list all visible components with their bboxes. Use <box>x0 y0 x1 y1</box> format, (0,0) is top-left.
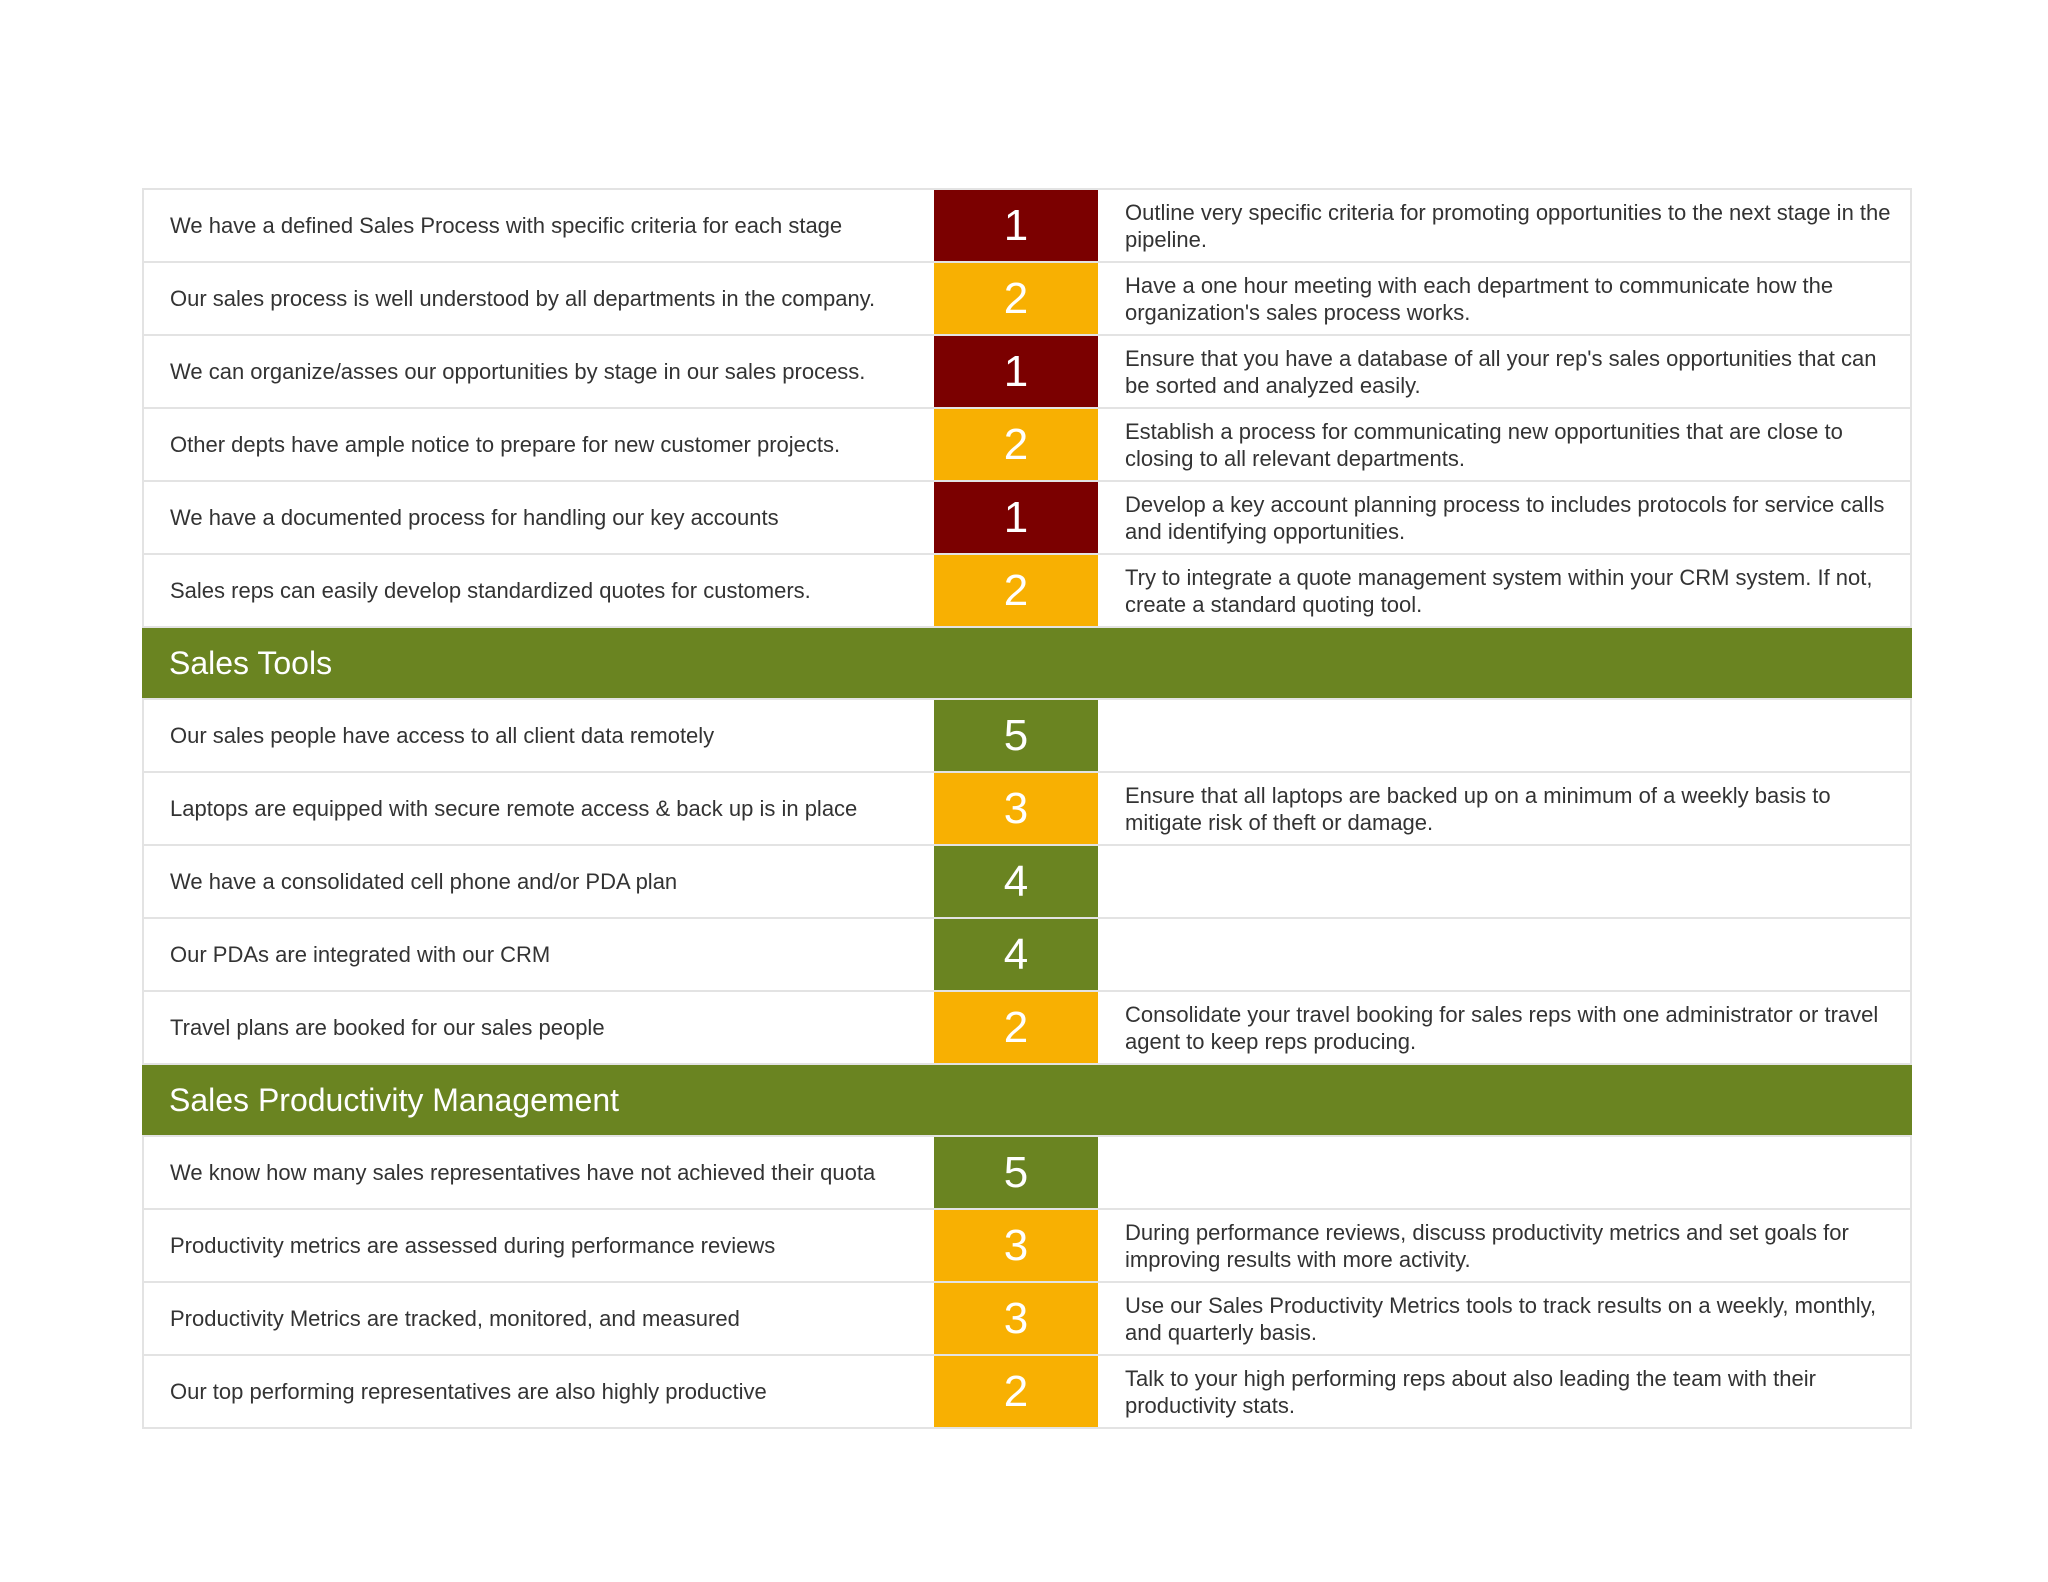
recommendation-cell: Develop a key account planning process to includes protocols for service calls and identifying opportunities. <box>1098 482 1912 553</box>
recommendation-cell <box>1098 1137 1912 1208</box>
assessment-row <box>142 919 1912 992</box>
recommendation-cell <box>1098 700 1912 771</box>
question-cell: Sales reps can easily develop standardized quotes for customers. <box>142 555 934 626</box>
question-cell: Our top performing representatives are also highly productive <box>142 1356 934 1427</box>
question-cell: We have a defined Sales Process with specific criteria for each stage <box>142 190 934 261</box>
question-cell: We have a documented process for handling our key accounts <box>142 482 934 553</box>
question-cell: Our PDAs are integrated with our CRM <box>142 919 934 990</box>
recommendation-cell: Ensure that you have a database of all your rep's sales opportunities that can be sorted and analyzed easily. <box>1098 336 1912 407</box>
score-cell: 2 <box>934 1356 1098 1427</box>
score-cell: 3 <box>934 1210 1098 1281</box>
recommendation-cell: Talk to your high performing reps about also leading the team with their productivity stats. <box>1098 1356 1912 1427</box>
recommendation-cell: During performance reviews, discuss productivity metrics and set goals for improving results with more activity. <box>1098 1210 1912 1281</box>
assessment-row <box>142 992 1912 1065</box>
recommendation-cell: Use our Sales Productivity Metrics tools to track results on a weekly, monthly, and quarterly basis. <box>1098 1283 1912 1354</box>
question-cell: Laptops are equipped with secure remote access & back up is in place <box>142 773 934 844</box>
recommendation-cell: Try to integrate a quote management system within your CRM system. If not, create a standard quoting tool. <box>1098 555 1912 626</box>
question-cell: Our sales people have access to all client data remotely <box>142 700 934 771</box>
assessment-row <box>142 555 1912 628</box>
question-cell: Other depts have ample notice to prepare for new customer projects. <box>142 409 934 480</box>
assessment-row <box>142 846 1912 919</box>
assessment-row <box>142 773 1912 846</box>
recommendation-cell: Establish a process for communicating new opportunities that are close to closing to all relevant departments. <box>1098 409 1912 480</box>
assessment-row <box>142 482 1912 555</box>
score-cell: 1 <box>934 336 1098 407</box>
assessment-row <box>142 700 1912 773</box>
score-cell: 1 <box>934 190 1098 261</box>
recommendation-cell: Have a one hour meeting with each department to communicate how the organization's sales process works. <box>1098 263 1912 334</box>
score-cell: 4 <box>934 846 1098 917</box>
assessment-row <box>142 263 1912 336</box>
assessment-table <box>142 188 1912 1429</box>
assessment-row <box>142 190 1912 263</box>
score-cell: 2 <box>934 992 1098 1063</box>
score-cell: 2 <box>934 263 1098 334</box>
question-cell: We have a consolidated cell phone and/or PDA plan <box>142 846 934 917</box>
assessment-row <box>142 409 1912 482</box>
score-cell: 1 <box>934 482 1098 553</box>
assessment-row <box>142 1356 1912 1427</box>
score-cell: 3 <box>934 1283 1098 1354</box>
score-cell: 2 <box>934 409 1098 480</box>
assessment-row <box>142 1283 1912 1356</box>
question-cell: Our sales process is well understood by all departments in the company. <box>142 263 934 334</box>
score-cell: 3 <box>934 773 1098 844</box>
question-cell: Travel plans are booked for our sales people <box>142 992 934 1063</box>
question-cell: We can organize/asses our opportunities by stage in our sales process. <box>142 336 934 407</box>
score-cell: 2 <box>934 555 1098 626</box>
recommendation-cell <box>1098 919 1912 990</box>
score-cell: 5 <box>934 700 1098 771</box>
assessment-row <box>142 1137 1912 1210</box>
section-header-sales-productivity-management: Sales Productivity Management <box>142 1065 1912 1137</box>
question-cell: Productivity metrics are assessed during performance reviews <box>142 1210 934 1281</box>
assessment-row <box>142 1210 1912 1283</box>
question-cell: Productivity Metrics are tracked, monitored, and measured <box>142 1283 934 1354</box>
recommendation-cell <box>1098 846 1912 917</box>
assessment-row <box>142 336 1912 409</box>
recommendation-cell: Consolidate your travel booking for sales reps with one administrator or travel agent to keep reps producing. <box>1098 992 1912 1063</box>
recommendation-cell: Ensure that all laptops are backed up on a minimum of a weekly basis to mitigate risk of theft or damage. <box>1098 773 1912 844</box>
recommendation-cell: Outline very specific criteria for promoting opportunities to the next stage in the pipeline. <box>1098 190 1912 261</box>
question-cell: We know how many sales representatives have not achieved their quota <box>142 1137 934 1208</box>
score-cell: 4 <box>934 919 1098 990</box>
score-cell: 5 <box>934 1137 1098 1208</box>
section-header-sales-tools: Sales Tools <box>142 628 1912 700</box>
